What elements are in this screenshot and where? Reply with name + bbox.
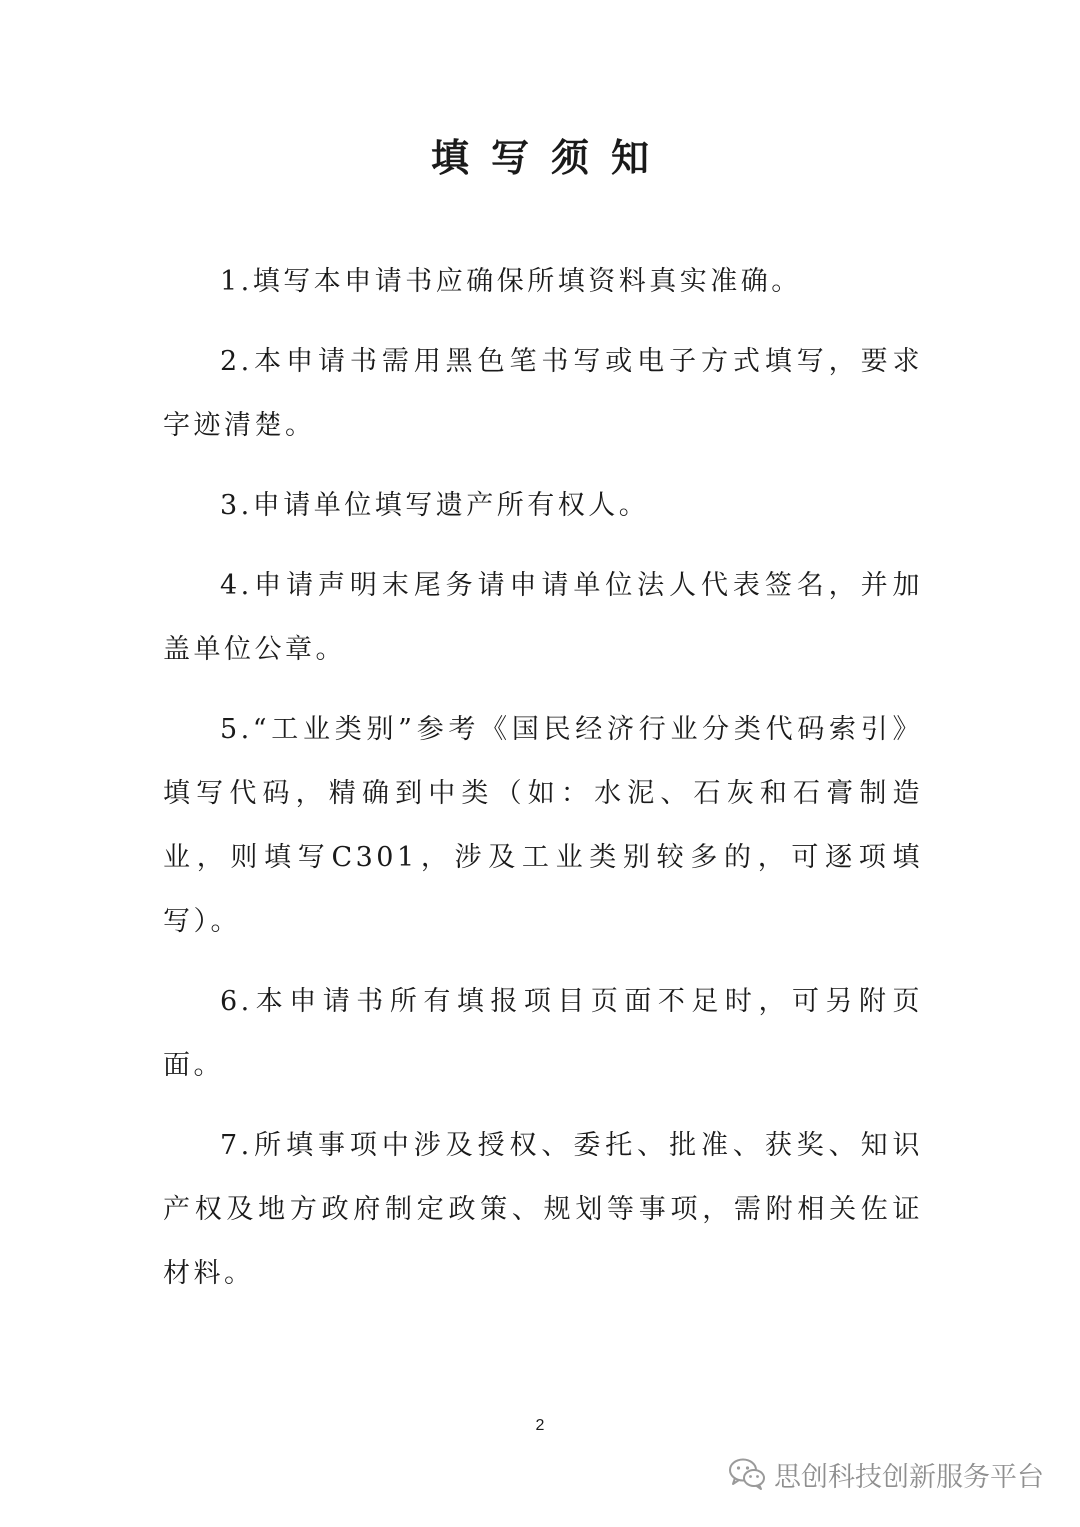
- notice-item-5: 5.“工业类别”参考《国民经济行业分类代码索引》填写代码，精确到中类（如：水泥、石灰和石膏制造业，则填写C301，涉及工业类别较多的，可逐项填写）。: [163, 714, 923, 937]
- watermark-text: 思创科技创新服务平台: [774, 1461, 1044, 1493]
- page-title: 填写须知: [430, 136, 671, 180]
- notice-item-4: 4.申请声明末尾务请申请单位法人代表签名，并加盖单位公章。: [163, 570, 923, 665]
- watermark: [728, 1452, 1044, 1496]
- page-number: 2: [535, 1417, 545, 1434]
- notice-item-2: 2.本申请书需用黑色笔书写或电子方式填写，要求字迹清楚。: [163, 346, 923, 441]
- notice-item-6: 6.本申请书所有填报项目页面不足时，可另附页面。: [163, 986, 923, 1081]
- notice-item-1: 1.填写本申请书应确保所填资料真实准确。: [220, 266, 802, 297]
- notice-list: [163, 250, 923, 1322]
- notice-item-7: 7.所填事项中涉及授权、委托、批准、获奖、知识产权及地方政府制定政策、规划等事项，需附相关佐证材料。: [163, 1130, 923, 1289]
- wechat-icon: [728, 1457, 766, 1491]
- notice-item-3: 3.申请单位填写遗产所有权人。: [220, 490, 650, 521]
